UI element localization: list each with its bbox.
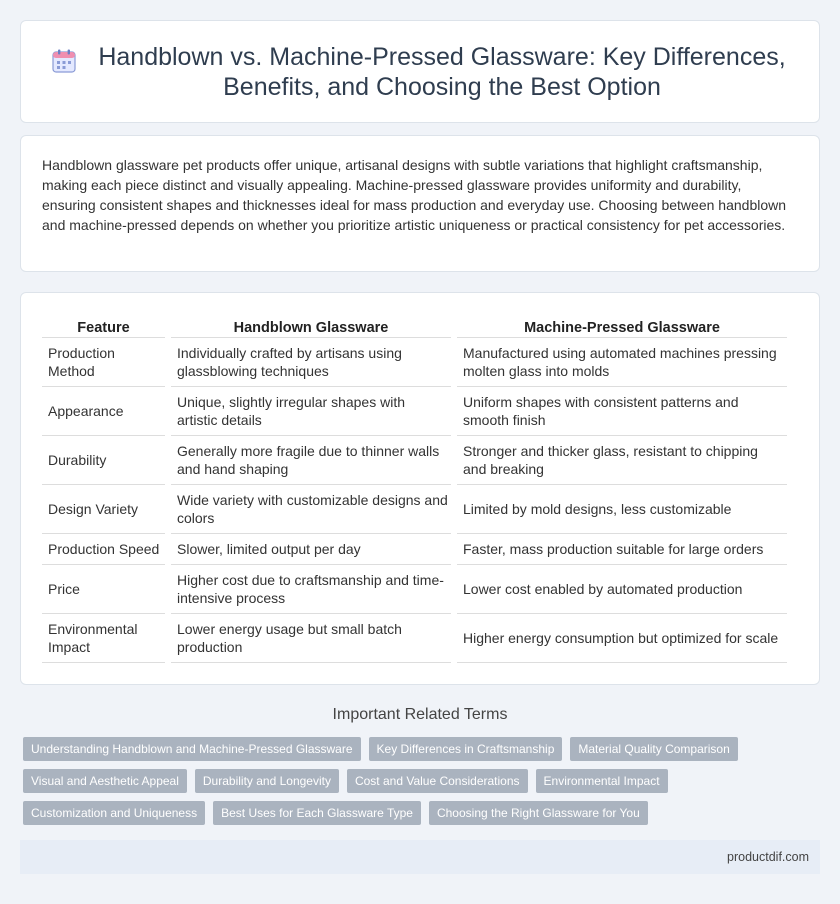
- related-terms-title: Important Related Terms: [332, 706, 508, 723]
- machine-pressed-cell: Stronger and thicker glass, resistant to chipping and breaking: [457, 436, 787, 485]
- intro-paragraph: Handblown glassware pet products offer unique, artisanal designs with subtle variations that highlight craftsmanship, making each piece distinct and visually appealing. Machine-pressed glassware provides uniformity and durability, ensuring consistent shapes and thicknesses ideal for mass production and everyday use. Choosing between handblown and machine-pressed depends on whether you prioritize artistic uniqueness or practical consistency for pet accessories.: [42, 157, 787, 233]
- table-row: [42, 614, 787, 663]
- feature-cell: Appearance: [42, 387, 165, 436]
- table-header-row: [42, 316, 787, 338]
- tag-link[interactable]: Visual and Aesthetic Appeal: [23, 769, 187, 793]
- title-card: [20, 20, 820, 123]
- tag-link[interactable]: Environmental Impact: [536, 769, 668, 793]
- header-machine-pressed: Machine-Pressed Glassware: [457, 316, 787, 338]
- calendar-icon: [51, 48, 77, 74]
- handblown-cell: Higher cost due to craftsmanship and time-intensive process: [171, 565, 451, 614]
- handblown-cell: Slower, limited output per day: [171, 534, 451, 565]
- page-title: Handblown vs. Machine-Pressed Glassware: Key Differences, Benefits, and Choosing the Best Option: [98, 42, 786, 101]
- handblown-cell: Individually crafted by artisans using glassblowing techniques: [171, 338, 451, 387]
- tag-link[interactable]: Best Uses for Each Glassware Type: [213, 801, 421, 825]
- machine-pressed-cell: Manufactured using automated machines pressing molten glass into molds: [457, 338, 787, 387]
- handblown-cell: Unique, slightly irregular shapes with artistic details: [171, 387, 451, 436]
- machine-pressed-cell: Limited by mold designs, less customizable: [457, 485, 787, 534]
- machine-pressed-cell: Lower cost enabled by automated production: [457, 565, 787, 614]
- tag-link[interactable]: Material Quality Comparison: [570, 737, 737, 761]
- machine-pressed-cell: Higher energy consumption but optimized for scale: [457, 614, 787, 663]
- footer-site-link[interactable]: productdif.com: [727, 850, 809, 864]
- comparison-table-card: [20, 292, 820, 685]
- handblown-cell: Wide variety with customizable designs and colors: [171, 485, 451, 534]
- handblown-cell: Generally more fragile due to thinner walls and hand shaping: [171, 436, 451, 485]
- table-row: [42, 485, 787, 534]
- table-row: [42, 387, 787, 436]
- feature-cell: Production Method: [42, 338, 165, 387]
- footer: [20, 840, 820, 874]
- tag-link[interactable]: Customization and Uniqueness: [23, 801, 205, 825]
- table-row: [42, 565, 787, 614]
- header-handblown: Handblown Glassware: [171, 316, 451, 338]
- table-row: [42, 338, 787, 387]
- table-row: [42, 436, 787, 485]
- feature-cell: Price: [42, 565, 165, 614]
- tag-link[interactable]: Choosing the Right Glassware for You: [429, 801, 648, 825]
- machine-pressed-cell: Uniform shapes with consistent patterns and smooth finish: [457, 387, 787, 436]
- tag-link[interactable]: Key Differences in Craftsmanship: [369, 737, 563, 761]
- feature-cell: Environmental Impact: [42, 614, 165, 663]
- intro-card: [20, 135, 820, 272]
- feature-cell: Design Variety: [42, 485, 165, 534]
- header-feature: Feature: [42, 316, 165, 338]
- tag-link[interactable]: Durability and Longevity: [195, 769, 339, 793]
- tag-link[interactable]: Cost and Value Considerations: [347, 769, 528, 793]
- feature-cell: Production Speed: [42, 534, 165, 565]
- machine-pressed-cell: Faster, mass production suitable for large orders: [457, 534, 787, 565]
- table-row: [42, 534, 787, 565]
- comparison-table: [36, 316, 793, 663]
- related-tags: [23, 737, 823, 825]
- tag-link[interactable]: Understanding Handblown and Machine-Pressed Glassware: [23, 737, 361, 761]
- feature-cell: Durability: [42, 436, 165, 485]
- handblown-cell: Lower energy usage but small batch production: [171, 614, 451, 663]
